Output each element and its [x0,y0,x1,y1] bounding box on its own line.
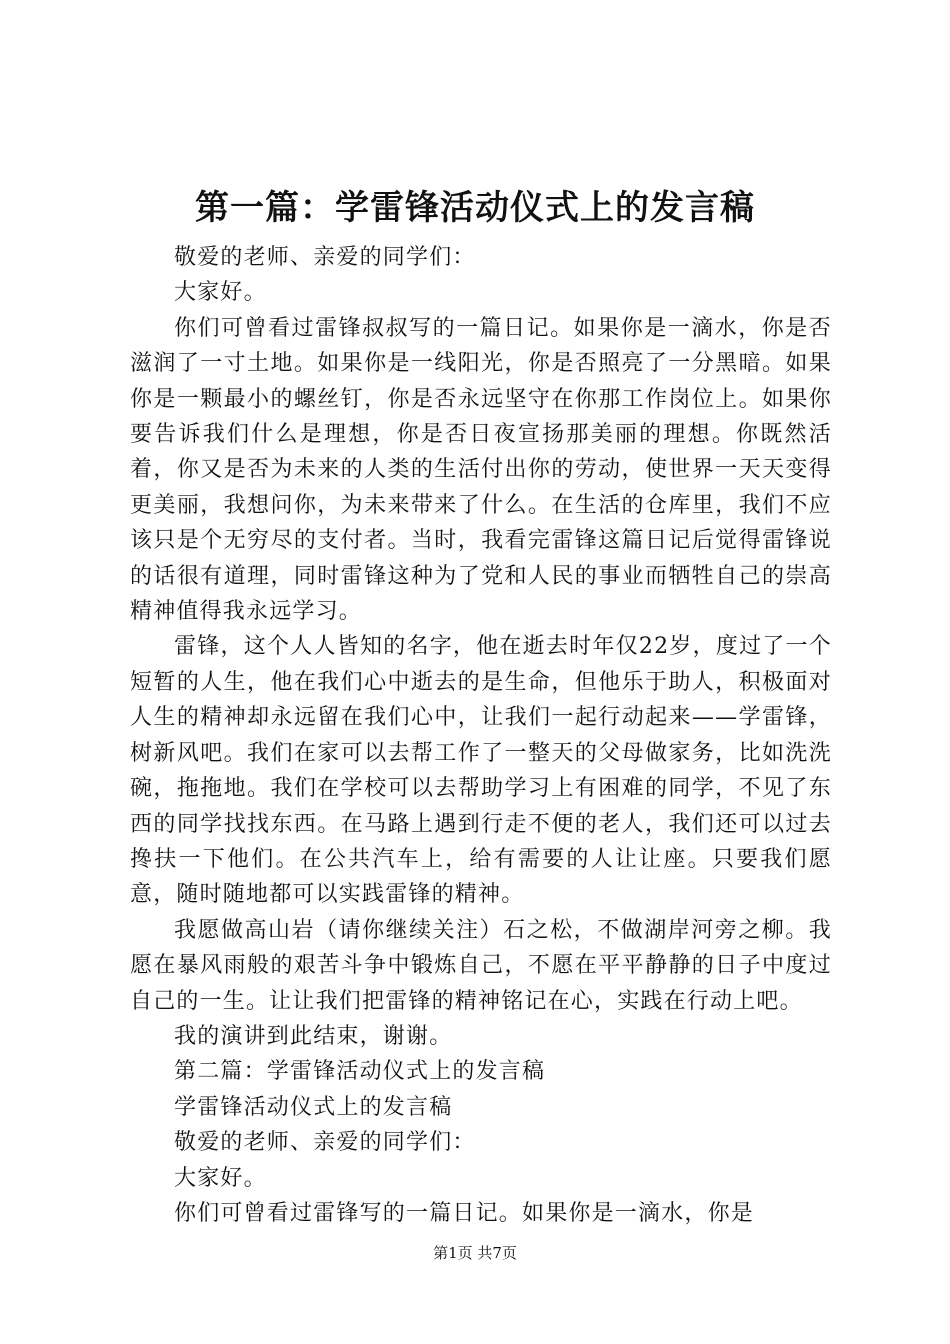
paragraph-leifeng: 雷锋，这个人人皆知的名字，他在逝去时年仅22岁，度过了一个短暂的人生，他在我们心中逝去的是生命，但他乐于助人，积极面对人生的精神却永远留在我们心中，让我们一起行动起来——学雷锋，树新风吧。我们在家可以去帮工作了一整天的父母做家务，比如洗洗碗，拖拖地。我们在学校可以去帮助学习上有困难的同学，不见了东西的同学找找东西。在马路上遇到行走不便的老人，我们还可以过去搀扶一下他们。在公共汽车上，给有需要的人让让座。只要我们愿意，随时随地都可以实践雷锋的精神。 [130,634,832,908]
page-footer: 第1页 共7页 [433,1244,517,1262]
paragraph-pine: 我愿做高山岩（请你继续关注）石之松，不做湖岸河旁之柳。我愿在暴风雨般的艰苦斗争中锻炼自己，不愿在平平静静的日子中度过自己的一生。让让我们把雷锋的精神铭记在心，实践在行动上吧。 [130,917,832,1014]
document-body [130,240,832,1231]
paragraph-closing: 我的演讲到此结束，谢谢。 [174,1023,453,1049]
paragraph-second-greeting: 敬爱的老师、亲爱的同学们： [174,1130,476,1156]
paragraph-second-diary: 你们可曾看过雷锋写的一篇日记。如果你是一滴水，你是 [174,1200,755,1226]
document-title: 第一篇：学雷锋活动仪式上的发言稿 [195,188,755,228]
paragraph-second-subtitle: 学雷锋活动仪式上的发言稿 [174,1094,453,1120]
paragraph-hello: 大家好。 [174,280,267,306]
paragraph-diary: 你们可曾看过雷锋叔叔写的一篇日记。如果你是一滴水，你是否滋润了一寸土地。如果你是一线阳光，你是否照亮了一分黑暗。如果你是一颗最小的螺丝钉，你是否永远坚守在你那工作岗位上。如果你要告诉我们什么是理想，你是否日夜宣扬那美丽的理想。你既然活着，你又是否为未来的人类的生活付出你的劳动，使世界一天天变得更美丽，我想问你，为未来带来了什么。在生活的仓库里，我们不应该只是个无穷尽的支付者。当时，我看完雷锋这篇日记后觉得雷锋说的话很有道理，同时雷锋这种为了党和人民的事业而牺牲自己的崇高精神值得我永远学习。 [130,315,832,625]
paragraph-second-title: 第二篇：学雷锋活动仪式上的发言稿 [174,1059,546,1085]
paragraph-greeting: 敬爱的老师、亲爱的同学们： [174,245,476,270]
paragraph-second-hello: 大家好。 [174,1165,267,1191]
